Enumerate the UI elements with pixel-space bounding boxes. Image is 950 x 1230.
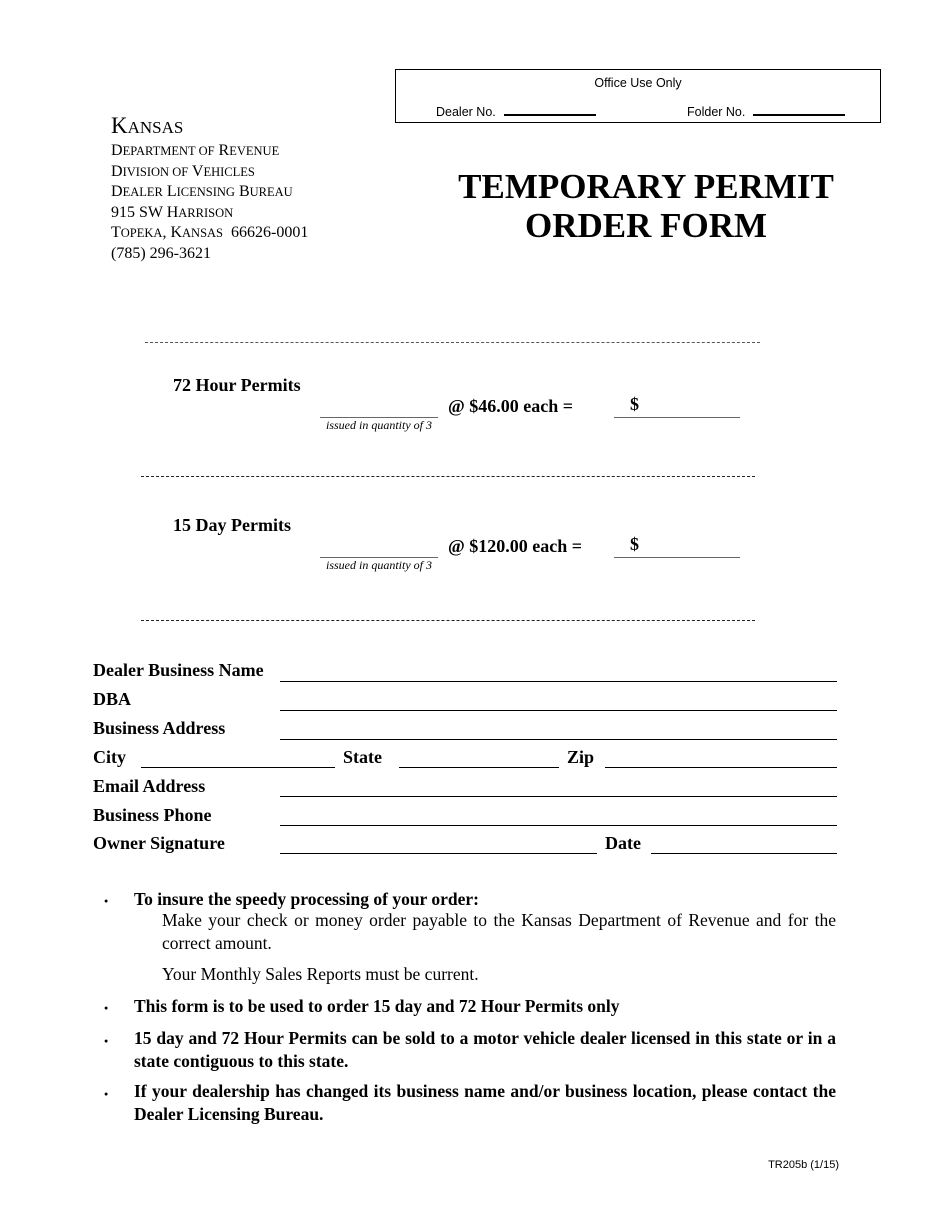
permit-15-total-field[interactable] xyxy=(614,536,740,558)
zip-label: Zip xyxy=(567,747,595,767)
office-use-box xyxy=(395,69,881,123)
state-label: State xyxy=(343,747,382,767)
business-phone-label: Business Phone xyxy=(93,805,212,825)
permit-72-total-field[interactable] xyxy=(614,396,740,418)
form-title-line2: ORDER FORM xyxy=(524,206,768,245)
bullet-icon: ● xyxy=(104,1037,109,1045)
city-field[interactable] xyxy=(141,767,335,768)
dealer-business-name-label: Dealer Business Name xyxy=(93,660,264,680)
date-label: Date xyxy=(605,833,641,853)
bullet-icon: ● xyxy=(104,1004,109,1012)
owner-signature-label: Owner Signature xyxy=(93,833,225,853)
form-title xyxy=(440,167,852,245)
email-label: Email Address xyxy=(93,776,206,796)
permit-72-qty-note: issued in quantity of 3 xyxy=(326,418,432,432)
dealer-no-field[interactable] xyxy=(436,104,596,119)
business-phone-field[interactable] xyxy=(280,825,837,826)
folder-no-field[interactable] xyxy=(687,104,845,119)
separator xyxy=(141,476,755,477)
instruction-1-text: Make your check or money order payable to the Kansas Department of Revenue and for the correct amount. xyxy=(162,910,836,953)
instruction-1-heading: To insure the speedy processing of your order: xyxy=(134,889,479,909)
bullet-icon: ● xyxy=(104,897,109,905)
business-address-label: Business Address xyxy=(93,718,226,738)
agency-bureau: DEALER LICENSING BUREAU xyxy=(111,183,293,201)
folder-no-line[interactable] xyxy=(753,104,845,116)
dealer-business-name-field[interactable] xyxy=(280,681,837,682)
instruction-4: If your dealership has changed its business name and/or business location, please contact the Dealer Licensing Bureau. xyxy=(134,1081,836,1124)
permit-15-qty-note: issued in quantity of 3 xyxy=(326,558,432,572)
instruction-3: 15 day and 72 Hour Permits can be sold to a motor vehicle dealer licensed in this state or in a state contiguous to this state. xyxy=(134,1028,836,1071)
office-use-title: Office Use Only xyxy=(594,76,682,90)
zip-field[interactable] xyxy=(605,767,837,768)
permit-15-dollar: $ xyxy=(630,534,639,554)
agency-department: DEPARTMENT OF REVENUE xyxy=(111,142,280,159)
owner-signature-field[interactable] xyxy=(280,853,597,854)
separator xyxy=(141,620,755,621)
permit-15-price: @ $120.00 each = xyxy=(448,536,582,556)
form-code: TR205b (1/15) xyxy=(768,1159,839,1171)
bullet-icon: ● xyxy=(104,1090,109,1098)
instruction-1-text-2: Your Monthly Sales Reports must be current. xyxy=(162,964,479,984)
agency-phone: (785) 296-3621 xyxy=(111,244,211,262)
dealer-no-line[interactable] xyxy=(504,104,596,116)
folder-no-label: Folder No. xyxy=(687,105,746,119)
permit-15-label: 15 Day Permits xyxy=(173,515,291,535)
business-address-field[interactable] xyxy=(280,739,837,740)
permit-72-price: @ $46.00 each = xyxy=(448,396,573,416)
date-field[interactable] xyxy=(651,853,837,854)
city-label: City xyxy=(93,747,126,767)
separator xyxy=(145,342,760,343)
agency-division: DIVISION OF VEHICLES xyxy=(111,162,255,180)
dealer-no-label: Dealer No. xyxy=(436,105,496,119)
dba-label: DBA xyxy=(93,689,132,709)
agency-address xyxy=(111,113,308,264)
instruction-2: This form is to be used to order 15 day and 72 Hour Permits only xyxy=(134,996,620,1016)
agency-state: KANSAS xyxy=(111,113,184,138)
form-title-line1: TEMPORARY PERMIT xyxy=(458,167,834,206)
agency-street: 915 SW HARRISON xyxy=(111,203,234,221)
permit-72-dollar: $ xyxy=(630,394,639,414)
permit-72-label: 72 Hour Permits xyxy=(173,375,301,395)
email-field[interactable] xyxy=(280,796,837,797)
agency-city-zip: TOPEKA, KANSAS 66626-0001 xyxy=(111,224,309,242)
state-field[interactable] xyxy=(399,767,559,768)
dba-field[interactable] xyxy=(280,710,837,711)
